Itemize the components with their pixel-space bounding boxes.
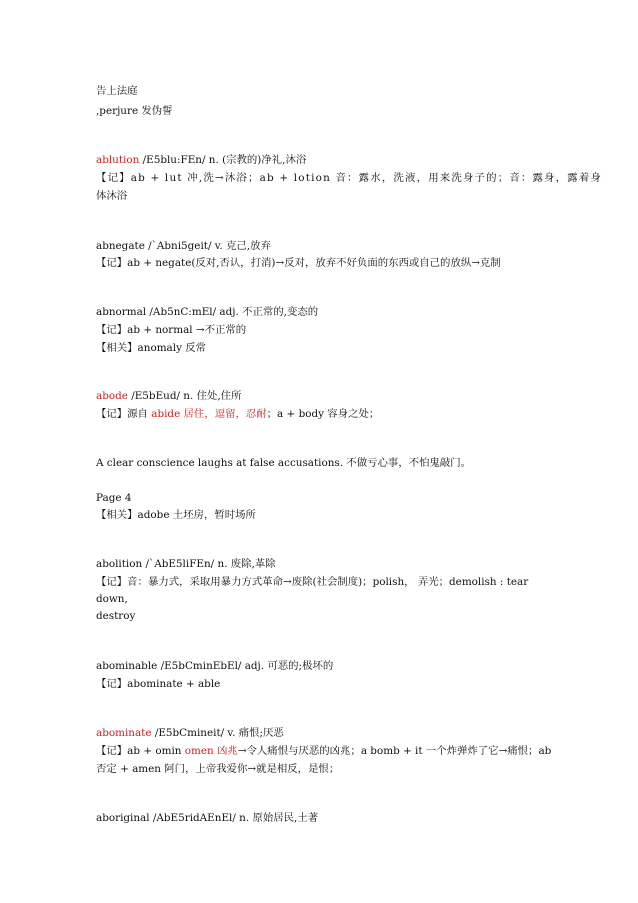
text-line: 【记】ab + negate(反对,否认，打消)→反对，放弃不好负面的东西或自己的放纵→克制 <box>96 257 501 269</box>
text-line: 体沐浴 <box>96 190 128 202</box>
text-line <box>96 744 551 758</box>
highlight: abide 居住，逗留，忍耐 <box>151 408 267 420</box>
highlight: omen 凶兆 <box>184 745 238 757</box>
text-line: /E5bCmineit/ v. 痛恨;厌恶 <box>154 727 284 739</box>
entry-abode <box>96 389 241 403</box>
entry-abolition: abolition /`AbE5liFEn/ n. 废除,革除 <box>96 558 276 570</box>
text-line: 告上法庭 <box>96 85 138 97</box>
entry-aboriginal: aboriginal /AbE5ridAEnEl/ n. 原始居民,土著 <box>96 812 319 824</box>
text-line: 【相关】adobe 土坯房，暂时场所 <box>96 509 256 521</box>
text-line <box>96 407 379 421</box>
text-line: /E5bEud/ n. 住处,住所 <box>131 390 242 402</box>
proverb-line: A clear conscience laughs at false accusations. 不做亏心事，不怕鬼敲门。 <box>96 457 472 469</box>
text-line: /E5blu:FEn/ n. (宗教的)净礼,沐浴 <box>142 154 307 166</box>
text-line: 否定 + amen 阿门，上帝我爱你→就是相反，是恨； <box>96 763 340 775</box>
text-fragment: →令人痛恨与厌恶的凶兆；a bomb + it 一个炸弹炸了它→痛恨；ab <box>237 745 552 757</box>
headword: abode <box>96 390 128 402</box>
text-fragment: ；a + body 容身之处； <box>266 408 380 420</box>
text-line: down, <box>96 593 128 605</box>
text-line: 【记】ab + normal →不正常的 <box>96 324 247 336</box>
entry-ablution <box>96 153 306 167</box>
headword: ablution <box>96 154 140 166</box>
text-line: destroy <box>96 610 136 622</box>
entry-abnegate: abnegate /`Abni5geit/ v. 克己,放弃 <box>96 240 271 252</box>
entry-abominate <box>96 726 284 740</box>
text-line: 【记】ab + lut 冲,洗→沐浴；ab + lotion 音：露水，洗液，用来洗身子的；音：露身，露着身 <box>96 172 603 184</box>
headword: abominate <box>96 727 152 739</box>
text-line: 【记】abominate + able <box>96 678 221 690</box>
text-fragment: 【记】ab + omin <box>96 745 185 757</box>
text-line: ,perjure 发伪誓 <box>96 105 173 117</box>
entry-abnormal: abnormal /Ab5nC:mEl/ adj. 不正常的,变态的 <box>96 306 319 318</box>
page-number: Page 4 <box>96 492 132 504</box>
text-line: 【相关】anomaly 反常 <box>96 342 207 354</box>
text-fragment: 【记】源自 <box>96 408 152 420</box>
entry-abominable: abominable /E5bCminEbEl/ adj. 可恶的;极坏的 <box>96 660 334 672</box>
text-line: 【记】音：暴力式，采取用暴力方式革命→废除(社会制度)；polish， 弄光；demolish : tear <box>96 576 529 588</box>
